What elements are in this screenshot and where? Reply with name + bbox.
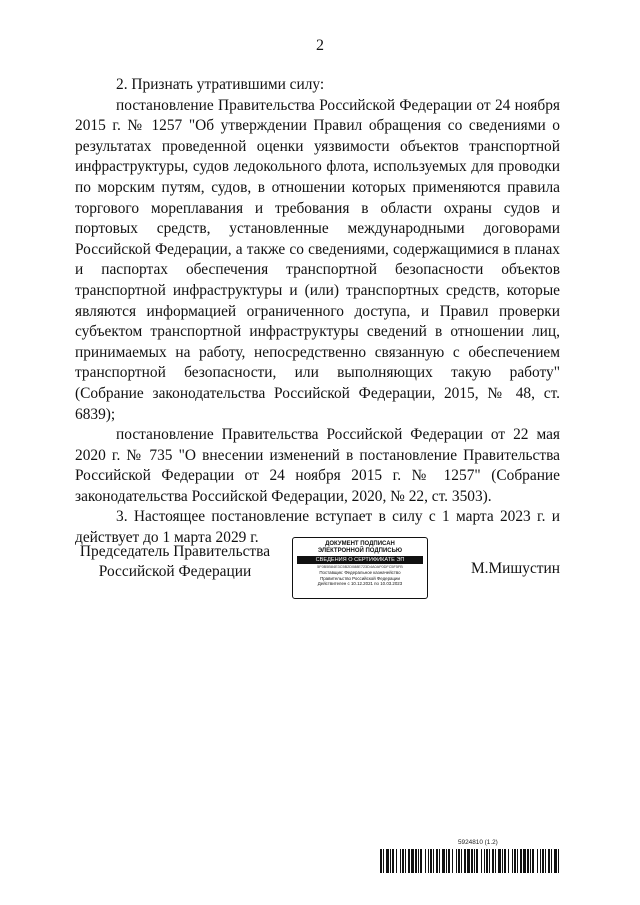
paragraph-repeal-heading: 2. Признать утратившими силу: [116, 76, 325, 93]
stamp-serial: 5F0B5B84E3C5B2D088E723D4A0AF0DFC5F5FB [317, 565, 403, 569]
signer-name: М.Мишустин [470, 560, 560, 577]
stamp-issuer: Поставщик: Федеральное казначейство [319, 570, 401, 575]
page-number: 2 [316, 37, 324, 54]
paragraph-effective-date: 3. Настоящее постановление вступает в силу с 1 марта 2023 г. и действует до 1 марта 2029 г. [75, 508, 560, 547]
paragraph-repealed-decree-735: постановление Правительства Российской Федерации от 22 мая 2020 г. № 735 "О внесении изменений в постановление Правительства Российской Федерации от 24 ноября 2015 г. № 1257" (Собрание законодательства Российской Федерации, 2020, № 22, ст. 3503). [75, 426, 560, 505]
signer-position [75, 542, 275, 582]
signer-position-line2: Российской Федерации [98, 563, 252, 580]
stamp-title [293, 541, 427, 555]
stamp-title-line2: ЭЛЕКТРОННОЙ ПОДПИСЬЮ [317, 548, 403, 554]
signer-position-line1: Председатель Правительства [79, 543, 271, 560]
barcode-icon [380, 849, 560, 873]
stamp-validity: Действителен с 10.12.2021 по 10.03.2023 [317, 581, 403, 587]
stamp-cert-header: СВЕДЕНИЯ О СЕРТИФИКАТЕ ЭП [297, 556, 423, 564]
document-body [75, 75, 560, 549]
stamp-owner: Правительство Российской Федерации [320, 575, 400, 581]
paragraph-repealed-decree-1257: постановление Правительства Российской Федерации от 24 ноября 2015 г. № 1257 "Об утверждении Правил обращения со сведениями о результатах проведенной оценки уязвимости объектов транспортной инфраструктуры, судов ледокольного флота, используемых для проводки по морским путям, судов, в отношении которых применяются правила торгового мореплавания и требования в области охраны судов и портовых средств, установленные международными договорами Российской Федерации, а также со сведениями, содержащимися в планах и паспортах обеспечения транспортной безопасности объектов транспортной инфраструктуры и (или) транспортных средств, которые являются информацией ограниченного доступа, и Правил проверки субъектом транспортной инфраструктуры сведений в отношении лиц, принимаемых на работу, непосредственно связанную с обеспечением транспортной безопасности, или выполняющих такую работу" (Собрание законодательства Российской Федерации, 2015, № 48, ст. 6839); [75, 96, 560, 423]
electronic-signature-stamp [292, 537, 428, 599]
document-code: 5924810 (1.2) [458, 839, 498, 846]
stamp-title-line1: ДОКУМЕНТ ПОДПИСАН [325, 541, 395, 547]
